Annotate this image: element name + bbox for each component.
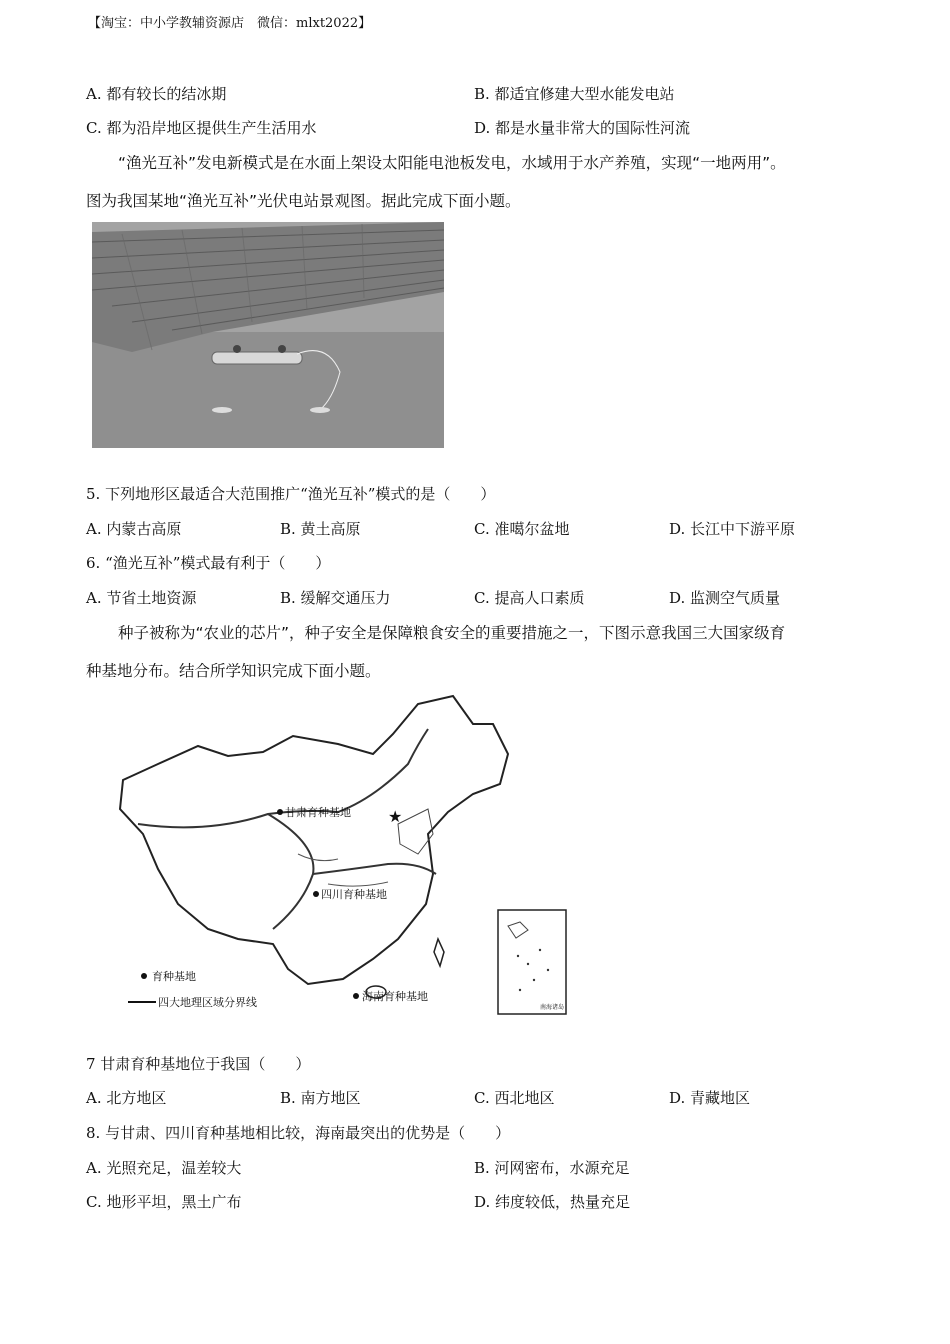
q8-option-c: C. 地形平坦，黑土广布 — [86, 1193, 242, 1211]
q8-option-b: B. 河网密布，水源充足 — [474, 1159, 630, 1177]
q8-option-d: D. 纬度较低，热量充足 — [474, 1193, 631, 1211]
passage1-line1: “渔光互补”发电新模式是在水面上架设太阳能电池板发电，水域用于水产养殖，实现“一地两用”。 — [118, 154, 786, 172]
q4-option-d: D. 都是水量非常大的国际性河流 — [474, 119, 691, 137]
q4-option-c: C. 都为沿岸地区提供生产生活用水 — [86, 119, 317, 137]
q6-option-c: C. 提高人口素质 — [474, 589, 585, 607]
china-outline — [120, 696, 508, 984]
q4-option-a: A. 都有较长的结冰期 — [86, 85, 227, 103]
legend-base-marker-icon — [141, 973, 147, 979]
legend-base-label: 育种基地 — [152, 970, 196, 983]
passage1-line2: 图为我国某地“渔光互补”光伏电站景观图。据此完成下面小题。 — [86, 192, 521, 210]
q5-option-d: D. 长江中下游平原 — [669, 520, 796, 538]
q6-option-b: B. 缓解交通压力 — [280, 589, 391, 607]
boundary-qinling-huaihe — [313, 864, 436, 874]
q7-option-c: C. 西北地区 — [474, 1089, 555, 1107]
hainan-base-label: 海南育种基地 — [362, 990, 428, 1003]
china-outline-svg — [88, 694, 608, 1030]
solar-panels-illustration — [92, 222, 444, 448]
taiwan-island — [434, 939, 444, 966]
q4-option-b: B. 都适宜修建大型水能发电站 — [474, 85, 675, 103]
legend-line-label: 四大地理区域分界线 — [158, 996, 257, 1009]
fishery-solar-photo — [92, 222, 444, 448]
sichuan-base-label: 四川育种基地 — [321, 888, 387, 901]
capital-star-icon: ★ — [388, 807, 403, 826]
q8-option-a: A. 光照充足，温差较大 — [86, 1159, 242, 1177]
sichuan-base-marker-icon — [313, 891, 319, 897]
passage2-line2: 种基地分布。结合所学知识完成下面小题。 — [86, 662, 381, 680]
q8-stem: 8. 与甘肃、四川育种基地相比较，海南最突出的优势是（ ） — [86, 1124, 511, 1142]
passage2-line1: 种子被称为“农业的芯片”，种子安全是保障粮食安全的重要措施之一，下图示意我国三大国家级育 — [118, 624, 786, 642]
hainan-base-marker-icon — [353, 993, 359, 999]
q7-stem: 7 甘肃育种基地位于我国（ ） — [86, 1055, 311, 1073]
q6-option-d: D. 监测空气质量 — [669, 589, 781, 607]
q7-option-a: A. 北方地区 — [86, 1089, 167, 1107]
q5-option-a: A. 内蒙古高原 — [86, 520, 182, 538]
boundary-qinghai-tibet — [268, 814, 313, 929]
china-breeding-base-map — [88, 694, 608, 1030]
q7-option-b: B. 南方地区 — [280, 1089, 361, 1107]
inset-label: 南海诸岛 — [540, 1004, 565, 1011]
page-header: 【淘宝：中小学教辅资源店 微信：mlxt2022】 — [88, 16, 372, 31]
q5-option-b: B. 黄土高原 — [280, 520, 361, 538]
gansu-base-marker-icon — [277, 809, 283, 815]
q6-option-a: A. 节省土地资源 — [86, 589, 197, 607]
q7-option-d: D. 青藏地区 — [669, 1089, 751, 1107]
q5-option-c: C. 准噶尔盆地 — [474, 520, 570, 538]
gansu-base-label: 甘肃育种基地 — [285, 806, 351, 819]
q5-stem: 5. 下列地形区最适合大范围推广“渔光互补”模式的是（ ） — [86, 485, 496, 503]
q6-stem: 6. “渔光互补”模式最有利于（ ） — [86, 554, 331, 572]
